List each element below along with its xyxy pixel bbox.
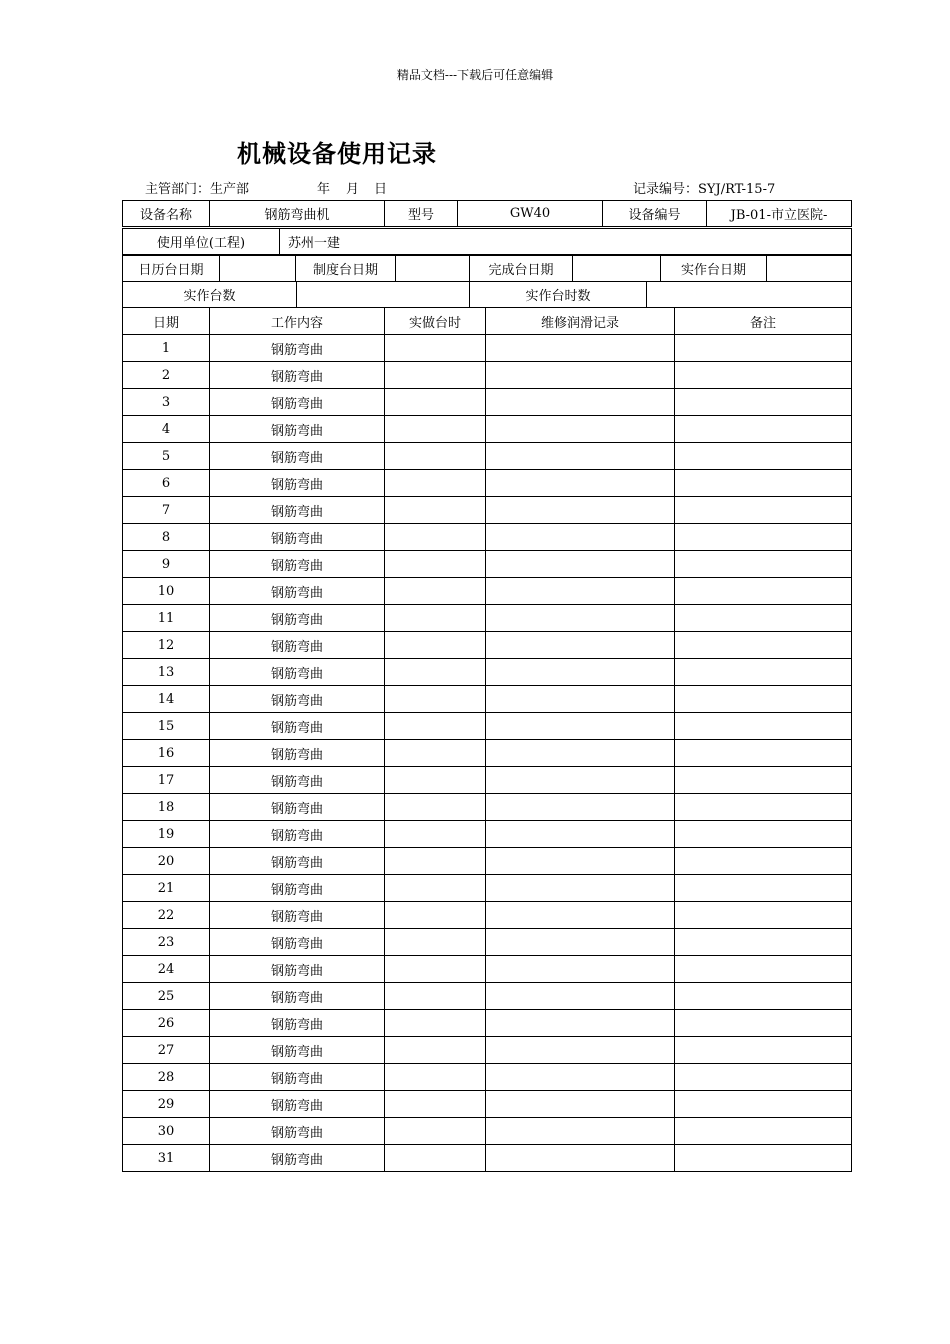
row-maintenance	[486, 767, 675, 794]
row-content: 钢筋弯曲	[210, 389, 385, 416]
row-hours	[385, 416, 486, 443]
actual-units-label: 实作台数	[123, 282, 297, 308]
row-maintenance	[486, 551, 675, 578]
row-date: 19	[123, 821, 210, 848]
equip-name-value: 钢筋弯曲机	[210, 201, 385, 227]
row-maintenance	[486, 497, 675, 524]
table-row	[123, 929, 852, 956]
row-maintenance	[486, 740, 675, 767]
table-row	[123, 605, 852, 632]
actual-hours-value	[647, 282, 852, 308]
table-row	[123, 902, 852, 929]
row-remark	[675, 416, 852, 443]
row-hours	[385, 956, 486, 983]
row-maintenance	[486, 632, 675, 659]
equipment-info-row	[122, 200, 852, 227]
table-row	[123, 389, 852, 416]
row-date: 2	[123, 362, 210, 389]
row-date: 9	[123, 551, 210, 578]
table-row	[123, 1064, 852, 1091]
row-date: 16	[123, 740, 210, 767]
row-content: 钢筋弯曲	[210, 1091, 385, 1118]
row-remark	[675, 578, 852, 605]
record-number: 记录编号：SYJ/RT-15-7	[633, 182, 776, 197]
row-content: 钢筋弯曲	[210, 1010, 385, 1037]
row-remark	[675, 767, 852, 794]
row-date: 29	[123, 1091, 210, 1118]
row-date: 5	[123, 443, 210, 470]
table-row	[123, 362, 852, 389]
row-content: 钢筋弯曲	[210, 848, 385, 875]
row-hours	[385, 335, 486, 362]
row-hours	[385, 848, 486, 875]
row-remark	[675, 335, 852, 362]
row-content: 钢筋弯曲	[210, 1145, 385, 1172]
row-maintenance	[486, 686, 675, 713]
row-content: 钢筋弯曲	[210, 821, 385, 848]
log-body	[123, 335, 852, 1172]
row-remark	[675, 740, 852, 767]
table-row	[123, 848, 852, 875]
model-label: 型号	[385, 201, 458, 227]
row-maintenance	[486, 848, 675, 875]
page-title: 机械设备使用记录	[237, 140, 437, 168]
row-maintenance	[486, 578, 675, 605]
row-date: 20	[123, 848, 210, 875]
row-date: 28	[123, 1064, 210, 1091]
table-row	[123, 1118, 852, 1145]
row-maintenance	[486, 659, 675, 686]
row-date: 15	[123, 713, 210, 740]
row-remark	[675, 902, 852, 929]
row-content: 钢筋弯曲	[210, 578, 385, 605]
row-hours	[385, 1091, 486, 1118]
col-header-remark: 备注	[675, 308, 852, 335]
row-maintenance	[486, 1091, 675, 1118]
table-row	[123, 443, 852, 470]
equip-no-label: 设备编号	[603, 201, 707, 227]
row-maintenance	[486, 1145, 675, 1172]
row-hours	[385, 1064, 486, 1091]
row-content: 钢筋弯曲	[210, 740, 385, 767]
row-remark	[675, 983, 852, 1010]
row-content: 钢筋弯曲	[210, 686, 385, 713]
row-hours	[385, 929, 486, 956]
table-row	[123, 740, 852, 767]
row-date: 6	[123, 470, 210, 497]
row-maintenance	[486, 1010, 675, 1037]
row-hours	[385, 902, 486, 929]
row-content: 钢筋弯曲	[210, 416, 385, 443]
row-content: 钢筋弯曲	[210, 713, 385, 740]
row-maintenance	[486, 956, 675, 983]
row-hours	[385, 740, 486, 767]
row-maintenance	[486, 983, 675, 1010]
row-maintenance	[486, 335, 675, 362]
completed-days-value	[573, 256, 661, 282]
header-note: 精品文档---下载后可任意编辑	[396, 68, 554, 82]
row-remark	[675, 605, 852, 632]
row-remark	[675, 1118, 852, 1145]
col-header-hours: 实做台时	[385, 308, 486, 335]
table-row	[123, 686, 852, 713]
row-maintenance	[486, 1037, 675, 1064]
row-content: 钢筋弯曲	[210, 1037, 385, 1064]
row-remark	[675, 821, 852, 848]
days-row	[122, 255, 852, 282]
row-remark	[675, 713, 852, 740]
row-maintenance	[486, 902, 675, 929]
row-maintenance	[486, 929, 675, 956]
row-date: 27	[123, 1037, 210, 1064]
row-remark	[675, 632, 852, 659]
system-days-label: 制度台日期	[296, 256, 396, 282]
row-hours	[385, 1145, 486, 1172]
actual-row	[122, 281, 852, 308]
table-row	[123, 1037, 852, 1064]
row-content: 钢筋弯曲	[210, 929, 385, 956]
actual-units-value	[297, 282, 470, 308]
table-row	[123, 1091, 852, 1118]
row-remark	[675, 551, 852, 578]
table-row	[123, 659, 852, 686]
calendar-days-label: 日历台日期	[123, 256, 220, 282]
table-row	[123, 497, 852, 524]
daily-log-table	[122, 307, 852, 1172]
row-content: 钢筋弯曲	[210, 605, 385, 632]
row-date: 24	[123, 956, 210, 983]
row-content: 钢筋弯曲	[210, 1064, 385, 1091]
row-maintenance	[486, 416, 675, 443]
row-hours	[385, 875, 486, 902]
table-row	[123, 470, 852, 497]
row-date: 11	[123, 605, 210, 632]
dept-label: 主管部门：生产部	[145, 182, 250, 197]
table-row	[123, 578, 852, 605]
row-remark	[675, 848, 852, 875]
col-header-date: 日期	[123, 308, 210, 335]
row-content: 钢筋弯曲	[210, 524, 385, 551]
row-date: 23	[123, 929, 210, 956]
row-date: 18	[123, 794, 210, 821]
row-maintenance	[486, 1118, 675, 1145]
row-date: 17	[123, 767, 210, 794]
row-remark	[675, 686, 852, 713]
row-hours	[385, 686, 486, 713]
row-content: 钢筋弯曲	[210, 875, 385, 902]
row-hours	[385, 713, 486, 740]
day-label: 日	[374, 182, 388, 197]
row-maintenance	[486, 389, 675, 416]
row-date: 13	[123, 659, 210, 686]
table-row	[123, 875, 852, 902]
user-unit-label: 使用单位(工程)	[123, 229, 280, 255]
row-hours	[385, 605, 486, 632]
table-row	[123, 821, 852, 848]
row-remark	[675, 497, 852, 524]
col-header-maintenance: 维修润滑记录	[486, 308, 675, 335]
actual-hours-label: 实作台时数	[470, 282, 647, 308]
row-maintenance	[486, 821, 675, 848]
row-hours	[385, 389, 486, 416]
row-hours	[385, 1010, 486, 1037]
table-row	[123, 416, 852, 443]
row-remark	[675, 794, 852, 821]
row-remark	[675, 1037, 852, 1064]
row-hours	[385, 470, 486, 497]
row-maintenance	[486, 362, 675, 389]
log-header-row	[123, 308, 852, 335]
row-remark	[675, 875, 852, 902]
row-hours	[385, 1037, 486, 1064]
row-remark	[675, 470, 852, 497]
row-content: 钢筋弯曲	[210, 767, 385, 794]
row-content: 钢筋弯曲	[210, 470, 385, 497]
row-remark	[675, 524, 852, 551]
meta-line	[145, 178, 845, 198]
col-header-content: 工作内容	[210, 308, 385, 335]
row-hours	[385, 578, 486, 605]
row-date: 7	[123, 497, 210, 524]
row-remark	[675, 1145, 852, 1172]
row-maintenance	[486, 605, 675, 632]
table-row	[123, 524, 852, 551]
row-date: 25	[123, 983, 210, 1010]
user-unit-value: 苏州一建	[280, 229, 852, 255]
row-hours	[385, 983, 486, 1010]
row-date: 26	[123, 1010, 210, 1037]
row-date: 31	[123, 1145, 210, 1172]
row-content: 钢筋弯曲	[210, 632, 385, 659]
row-content: 钢筋弯曲	[210, 497, 385, 524]
row-maintenance	[486, 1064, 675, 1091]
row-hours	[385, 524, 486, 551]
table-row	[123, 794, 852, 821]
row-date: 12	[123, 632, 210, 659]
row-hours	[385, 767, 486, 794]
row-maintenance	[486, 794, 675, 821]
row-maintenance	[486, 470, 675, 497]
completed-days-label: 完成台日期	[470, 256, 573, 282]
row-hours	[385, 632, 486, 659]
row-content: 钢筋弯曲	[210, 443, 385, 470]
month-label: 月	[346, 182, 360, 197]
row-remark	[675, 659, 852, 686]
row-maintenance	[486, 713, 675, 740]
table-row	[123, 632, 852, 659]
row-date: 8	[123, 524, 210, 551]
row-hours	[385, 821, 486, 848]
equip-no-value: JB-01-市立医院-	[707, 201, 852, 227]
actual-days-label: 实作台日期	[661, 256, 767, 282]
row-content: 钢筋弯曲	[210, 659, 385, 686]
user-unit-row	[122, 228, 852, 255]
row-content: 钢筋弯曲	[210, 983, 385, 1010]
row-content: 钢筋弯曲	[210, 1118, 385, 1145]
row-hours	[385, 443, 486, 470]
row-maintenance	[486, 524, 675, 551]
row-date: 3	[123, 389, 210, 416]
row-remark	[675, 929, 852, 956]
row-hours	[385, 1118, 486, 1145]
table-row	[123, 956, 852, 983]
row-remark	[675, 443, 852, 470]
table-row	[123, 767, 852, 794]
table-row	[123, 335, 852, 362]
row-remark	[675, 956, 852, 983]
table-row	[123, 713, 852, 740]
row-content: 钢筋弯曲	[210, 902, 385, 929]
row-date: 10	[123, 578, 210, 605]
row-remark	[675, 362, 852, 389]
actual-days-value	[767, 256, 852, 282]
row-content: 钢筋弯曲	[210, 362, 385, 389]
row-content: 钢筋弯曲	[210, 956, 385, 983]
row-date: 4	[123, 416, 210, 443]
row-date: 1	[123, 335, 210, 362]
row-date: 22	[123, 902, 210, 929]
row-content: 钢筋弯曲	[210, 551, 385, 578]
system-days-value	[396, 256, 470, 282]
row-remark	[675, 1010, 852, 1037]
row-content: 钢筋弯曲	[210, 335, 385, 362]
row-remark	[675, 1091, 852, 1118]
row-hours	[385, 551, 486, 578]
row-hours	[385, 497, 486, 524]
row-hours	[385, 659, 486, 686]
row-hours	[385, 794, 486, 821]
table-row	[123, 551, 852, 578]
row-maintenance	[486, 875, 675, 902]
table-row	[123, 1010, 852, 1037]
model-value: GW40	[458, 201, 603, 227]
table-row	[123, 1145, 852, 1172]
row-date: 14	[123, 686, 210, 713]
row-hours	[385, 362, 486, 389]
row-maintenance	[486, 443, 675, 470]
row-content: 钢筋弯曲	[210, 794, 385, 821]
calendar-days-value	[220, 256, 296, 282]
row-remark	[675, 1064, 852, 1091]
year-label: 年	[317, 182, 331, 197]
table-row	[123, 983, 852, 1010]
row-date: 21	[123, 875, 210, 902]
row-remark	[675, 389, 852, 416]
row-date: 30	[123, 1118, 210, 1145]
equip-name-label: 设备名称	[123, 201, 210, 227]
